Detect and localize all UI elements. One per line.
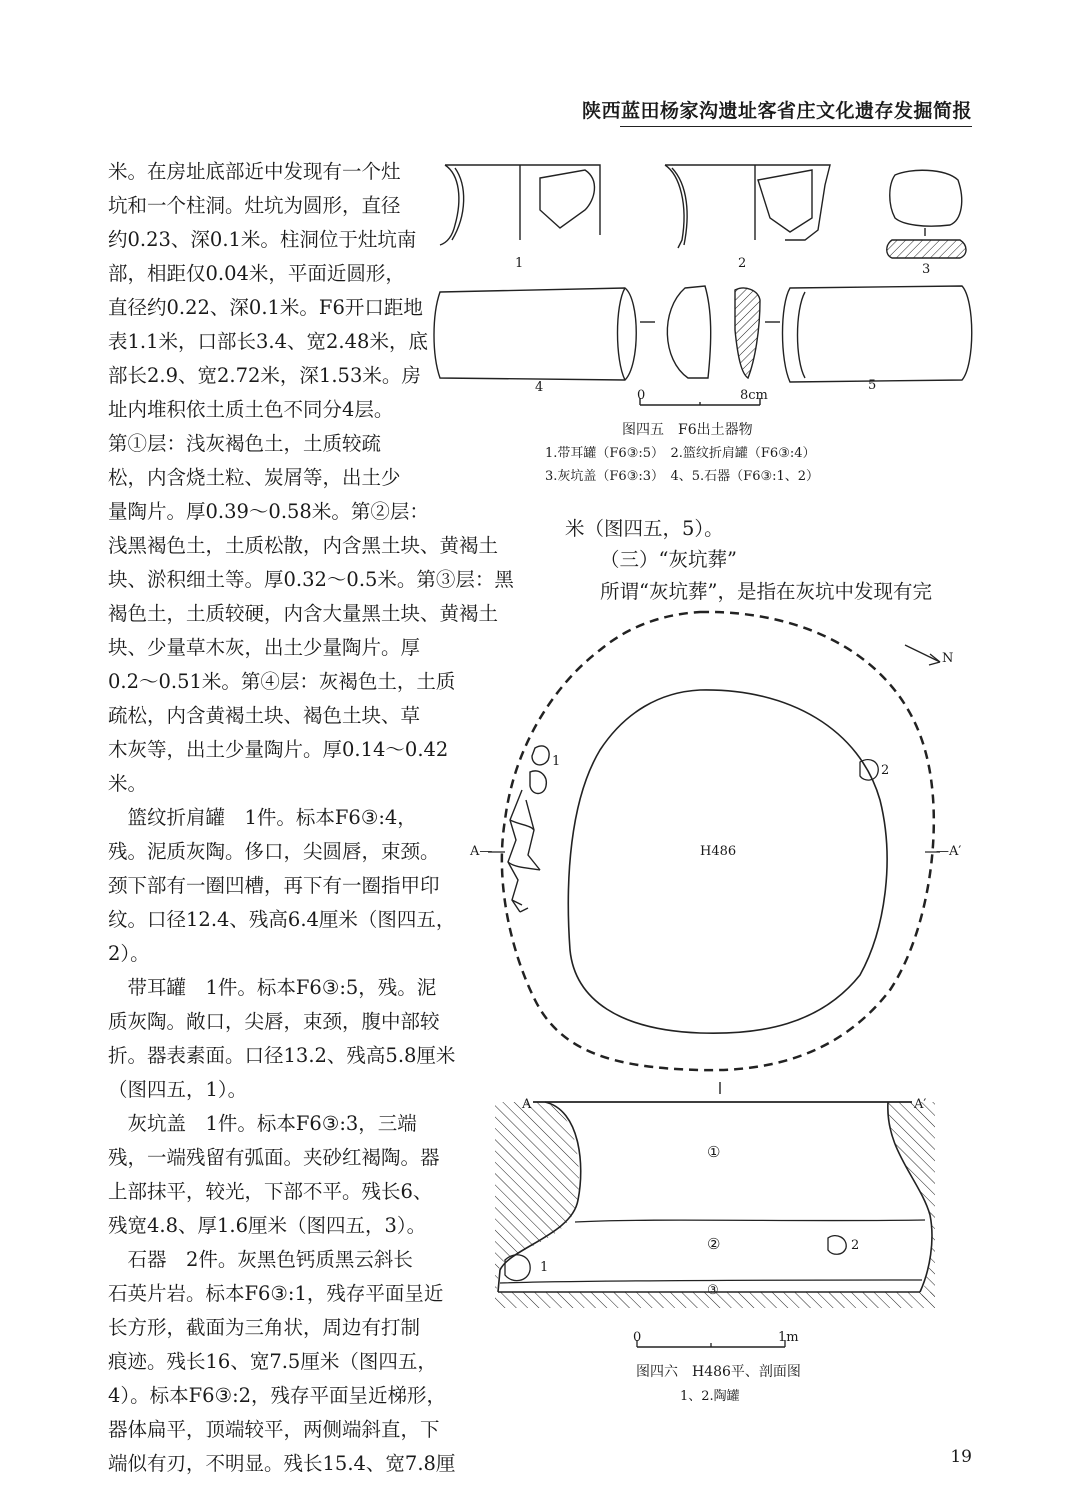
figure-45-title: 图四五 F6出土器物 bbox=[622, 422, 753, 438]
figure-46-title: 图四六 H486平、剖面图 bbox=[636, 1364, 801, 1380]
text-line: 米（图四五，5）。 bbox=[565, 517, 724, 540]
plan-section-right: —A′ bbox=[936, 844, 962, 859]
text-line: 带耳罐 1件。标本F6③:5，残。泥 bbox=[108, 976, 437, 999]
scale-start: 0 bbox=[637, 388, 646, 403]
text-line: 松，内含烧土粒、炭屑等，出土少 bbox=[108, 466, 401, 489]
scale-start-46: 0 bbox=[633, 1330, 642, 1345]
figure-label-2: 2 bbox=[738, 256, 747, 271]
text-line: 端似有刃，不明显。残长15.4、宽7.8厘 bbox=[108, 1452, 456, 1475]
text-line: 残。泥质灰陶。侈口，尖圆唇，束颈。 bbox=[108, 840, 440, 863]
text-line: 疏松，内含黄褐土块、褐色土块、草 bbox=[108, 704, 421, 727]
figure-label-3: 3 bbox=[922, 262, 931, 277]
text-line: 约0.23、深0.1米。柱洞位于灶坑南 bbox=[108, 228, 417, 251]
text-line: 4）。标本F6③:2，残存平面呈近梯形， bbox=[108, 1384, 447, 1407]
text-line: 残，一端残留有弧面。夹砂红褐陶。器 bbox=[108, 1146, 440, 1169]
page-number: 19 bbox=[950, 1447, 972, 1467]
text-line: 石器 2件。灰黑色钙质黑云斜长 bbox=[108, 1248, 413, 1271]
text-line: 残宽4.8、厚1.6厘米（图四五，3）。 bbox=[108, 1214, 427, 1237]
scale-end: 8cm bbox=[740, 388, 768, 403]
section-item-2: 2 bbox=[851, 1238, 860, 1253]
plan-item-2: 2 bbox=[881, 763, 890, 778]
text-line: 部长2.9、宽2.72米，深1.53米。房 bbox=[108, 364, 421, 387]
text-line: 表1.1米，口部长3.4、宽2.48米，底 bbox=[108, 330, 428, 353]
running-header: 陕西蓝田杨家沟遗址客省庄文化遗存发掘简报 bbox=[581, 100, 972, 122]
plan-section-left: A— bbox=[470, 844, 493, 859]
figure-46-caption: 1、2.陶罐 bbox=[680, 1389, 740, 1404]
text-line: 坑和一个柱洞。灶坑为圆形，直径 bbox=[108, 194, 401, 217]
section-left-label: A bbox=[522, 1097, 532, 1112]
figure-label-4: 4 bbox=[535, 380, 544, 395]
pit-label: H486 bbox=[700, 844, 737, 859]
text-line: 浅黑褐色土，土质松散，内含黑土块、黄褐土 bbox=[108, 534, 499, 557]
figure-45-caption-1: 1.带耳罐（F6③:5） 2.篮纹折肩罐（F6③:4） bbox=[545, 446, 816, 461]
figure-label-5: 5 bbox=[868, 378, 877, 393]
text-line: 米。在房址底部近中发现有一个灶 bbox=[108, 160, 401, 183]
text-line: 米。 bbox=[108, 772, 148, 795]
text-line: 灰坑盖 1件。标本F6③:3，三端 bbox=[108, 1112, 417, 1135]
text-line: 篮纹折肩罐 1件。标本F6③:4， bbox=[108, 806, 417, 829]
text-line: （图四五，1）。 bbox=[108, 1078, 248, 1101]
text-line: 部，相距仅0.04米，平面近圆形， bbox=[108, 262, 405, 285]
text-line: 2）。 bbox=[108, 942, 150, 965]
section-item-1: 1 bbox=[540, 1260, 549, 1275]
text-line: 石英片岩。标本F6③:1，残存平面呈近 bbox=[108, 1282, 444, 1305]
text-line: 木灰等，出土少量陶片。厚0.14～0.42 bbox=[108, 738, 449, 761]
text-line: 长方形，截面为三角状，周边有打制 bbox=[108, 1316, 421, 1339]
north-label: N bbox=[942, 651, 954, 666]
figure-label-1: 1 bbox=[515, 256, 524, 271]
text-line: 块、少量草木灰，出土少量陶片。厚 bbox=[108, 636, 421, 659]
text-line: 直径约0.22、深0.1米。F6开口距地 bbox=[108, 296, 423, 319]
layer-3-label: ③ bbox=[707, 1283, 719, 1298]
text-line: 质灰陶。敞口，尖唇，束颈，腹中部较 bbox=[108, 1010, 440, 1033]
text-line: 褐色土，土质较硬，内含大量黑土块、黄褐土 bbox=[108, 602, 499, 625]
text-line: 上部抹平，较光，下部不平。残长6、 bbox=[108, 1180, 433, 1203]
text-line: 折。器表素面。口径13.2、残高5.8厘米 bbox=[108, 1044, 456, 1067]
text-line: 痕迹。残长16、宽7.5厘米（图四五， bbox=[108, 1350, 437, 1373]
section-right-label: A′ bbox=[914, 1097, 927, 1112]
text-line: 器体扁平，顶端较平，两侧端斜直，下 bbox=[108, 1418, 440, 1441]
section-heading: （三）“灰坑葬” bbox=[600, 548, 737, 571]
figure-45-caption-2: 3.灰坑盖（F6③:3） 4、5.石器（F6③:1、2） bbox=[545, 469, 820, 484]
text-line: 颈下部有一圈凹槽，再下有一圈指甲印 bbox=[108, 874, 440, 897]
text-line: 量陶片。厚0.39～0.58米。第②层： bbox=[108, 500, 429, 523]
text-line: 第①层：浅灰褐色土，土质较疏 bbox=[108, 432, 382, 455]
text-line: 纹。口径12.4、残高6.4厘米（图四五， bbox=[108, 908, 456, 931]
text-line: 块、淤积细土等。厚0.32～0.5米。第③层：黑 bbox=[108, 568, 514, 591]
text-line: 所谓“灰坑葬”，是指在灰坑中发现有完 bbox=[600, 580, 932, 603]
text-line: 址内堆积依土质土色不同分4层。 bbox=[108, 398, 394, 421]
scale-end-46: 1m bbox=[778, 1330, 799, 1345]
layer-2-label: ② bbox=[707, 1235, 721, 1253]
plan-item-1: 1 bbox=[552, 754, 561, 769]
layer-1-label: ① bbox=[707, 1143, 721, 1161]
text-line: 0.2～0.51米。第④层：灰褐色土，土质 bbox=[108, 670, 456, 693]
